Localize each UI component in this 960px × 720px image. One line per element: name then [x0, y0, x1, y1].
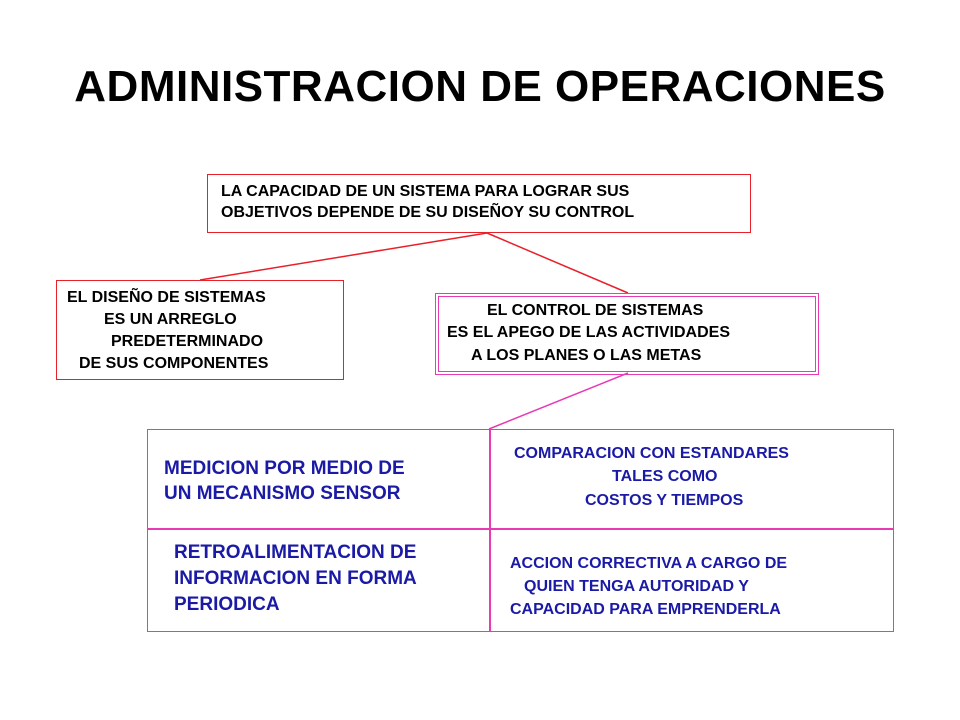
cell-corrective-line-1: ACCION CORRECTIVA A CARGO DE: [510, 555, 788, 572]
control-box-line-1: EL CONTROL DE SISTEMAS: [487, 302, 704, 319]
cell-corrective-line-3: CAPACIDAD PARA EMPRENDERLA: [510, 601, 781, 618]
page-title: ADMINISTRACION DE OPERACIONES: [74, 62, 886, 111]
cell-comparison-line-2: TALES COMO: [612, 468, 718, 485]
design-box: [56, 280, 344, 380]
cell-corrective-line-2: QUIEN TENGA AUTORIDAD Y: [524, 578, 749, 595]
connector-top-to-control: [487, 233, 628, 293]
design-box-line-2: ES UN ARREGLO: [104, 311, 237, 328]
top-box-line-1: LA CAPACIDAD DE UN SISTEMA PARA LOGRAR SUS: [221, 183, 630, 200]
cell-measurement-line-1: MEDICION POR MEDIO DE: [164, 458, 405, 479]
top-box-line-2: OBJETIVOS DEPENDE DE SU DISEÑOY SU CONTROL: [221, 204, 635, 221]
connector-top-to-design: [200, 233, 487, 280]
cell-comparison-line-3: COSTOS Y TIEMPOS: [585, 492, 744, 509]
table-vertical-divider: [489, 429, 491, 632]
connector-control-to-grid: [489, 373, 628, 429]
design-box-line-1: EL DISEÑO DE SISTEMAS: [67, 289, 266, 306]
table-horizontal-divider: [147, 528, 894, 530]
control-box-line-2: ES EL APEGO DE LAS ACTIVIDADES: [447, 324, 731, 341]
control-box: [438, 296, 816, 372]
control-box-line-3: A LOS PLANES O LAS METAS: [471, 347, 702, 364]
cell-feedback-line-2: INFORMACION EN FORMA: [174, 568, 417, 589]
cell-comparison-line-1: COMPARACION CON ESTANDARES: [514, 445, 789, 462]
cell-measurement-line-2: UN MECANISMO SENSOR: [164, 483, 401, 504]
design-box-line-4: DE SUS COMPONENTES: [79, 355, 269, 372]
cell-feedback-line-3: PERIODICA: [174, 594, 280, 615]
design-box-line-3: PREDETERMINADO: [111, 333, 264, 350]
top-concept-box: [207, 174, 751, 233]
cell-feedback-line-1: RETROALIMENTACION DE: [174, 542, 417, 563]
